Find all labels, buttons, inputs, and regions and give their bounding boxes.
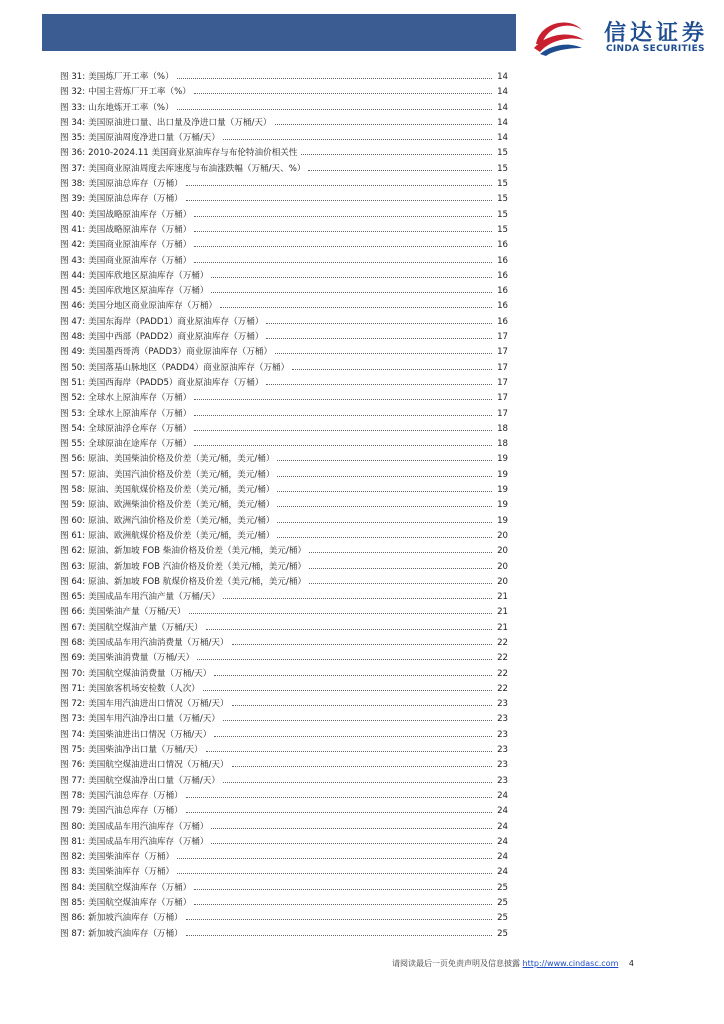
brand-name-cn: 信达证券 <box>604 21 709 46</box>
dot-leader <box>177 68 492 79</box>
dot-leader <box>194 83 492 94</box>
page-ref: 23 <box>497 714 508 725</box>
figure-label: 图 58: <box>60 485 86 496</box>
page-ref: 25 <box>497 928 508 939</box>
figure-label: 图 57: <box>60 469 86 480</box>
dot-leader <box>211 282 492 293</box>
cinda-logo-icon <box>530 14 586 58</box>
page-ref: 17 <box>497 408 508 419</box>
dot-leader <box>277 450 492 461</box>
dot-leader <box>186 802 492 813</box>
dot-leader <box>189 603 492 614</box>
dot-leader <box>309 558 492 569</box>
figure-title: 美国汽油总库存（万桶） <box>88 806 183 817</box>
figure-title: 美国成品车用汽油产量（万桶/天） <box>88 592 220 603</box>
toc-entry[interactable] <box>60 649 508 664</box>
dot-leader <box>194 236 492 247</box>
toc-entry[interactable] <box>60 634 508 649</box>
dot-leader <box>277 496 492 507</box>
figure-title: 原油、新加坡 FOB 柴油价格及价差（美元/桶，美元/桶） <box>88 546 307 557</box>
toc-entry[interactable] <box>60 252 508 267</box>
toc-entry[interactable] <box>60 925 508 940</box>
toc-entry[interactable] <box>60 221 508 236</box>
page-ref: 22 <box>497 637 508 648</box>
toc-entry[interactable] <box>60 282 508 297</box>
figure-label: 图 41: <box>60 224 86 235</box>
dot-leader <box>266 328 492 339</box>
page-ref: 19 <box>497 469 508 480</box>
dot-leader <box>177 863 492 874</box>
toc-entry[interactable] <box>60 619 508 634</box>
figure-label: 图 44: <box>60 270 86 281</box>
figure-title: 美国航空煤油消费量（万桶/天） <box>88 668 212 679</box>
page-ref: 19 <box>497 515 508 526</box>
page-ref: 18 <box>497 423 508 434</box>
toc-entry[interactable] <box>60 695 508 710</box>
page-ref: 20 <box>497 561 508 572</box>
toc-entry[interactable] <box>60 267 508 282</box>
dot-leader <box>232 695 492 706</box>
page-ref: 21 <box>497 607 508 618</box>
figure-title: 美国战略原油库存（万桶） <box>88 224 192 235</box>
figure-label: 图 35: <box>60 133 86 144</box>
toc-entry[interactable] <box>60 481 508 496</box>
page-ref: 17 <box>497 393 508 404</box>
page-ref: 15 <box>497 163 508 174</box>
dot-leader <box>211 818 492 829</box>
figure-label: 图 66: <box>60 607 86 618</box>
dot-leader <box>266 374 492 385</box>
toc-entry[interactable] <box>60 726 508 741</box>
figure-label: 图 47: <box>60 316 86 327</box>
dot-leader <box>232 634 492 645</box>
figure-title: 美国航空煤油净出口量（万桶/天） <box>88 775 220 786</box>
toc-entry[interactable] <box>60 879 508 894</box>
toc-entry[interactable] <box>60 848 508 863</box>
toc-entry[interactable] <box>60 588 508 603</box>
figure-label: 图 74: <box>60 729 86 740</box>
figure-title: 美国落基山脉地区（PADD4）商业原油库存（万桶） <box>88 362 290 373</box>
page-ref: 24 <box>497 836 508 847</box>
dot-leader <box>194 405 492 416</box>
dot-leader <box>186 787 492 798</box>
dot-leader <box>223 129 492 140</box>
toc-entry[interactable] <box>60 114 508 129</box>
dot-leader <box>214 665 492 676</box>
dot-leader <box>309 573 492 584</box>
toc-entry[interactable] <box>60 909 508 924</box>
figure-label: 图 42: <box>60 240 86 251</box>
figure-label: 图 75: <box>60 745 86 756</box>
page-ref: 24 <box>497 806 508 817</box>
page-ref: 15 <box>497 179 508 190</box>
toc-entry[interactable] <box>60 190 508 205</box>
figure-label: 图 37: <box>60 163 86 174</box>
figure-title: 美国成品车用汽油消费量（万桶/天） <box>88 637 229 648</box>
page-ref: 17 <box>497 347 508 358</box>
dot-leader <box>266 313 492 324</box>
figure-title: 美国柴油库存（万桶） <box>88 852 175 863</box>
figure-title: 美国车用汽油进出口情况（万桶/天） <box>88 699 229 710</box>
page-ref: 17 <box>497 377 508 388</box>
page-ref: 20 <box>497 546 508 557</box>
toc-entry[interactable] <box>60 83 508 98</box>
page-ref: 25 <box>497 913 508 924</box>
toc-entry[interactable] <box>60 741 508 756</box>
dot-leader <box>186 909 492 920</box>
toc-entry[interactable] <box>60 573 508 588</box>
page-ref: 17 <box>497 332 508 343</box>
figure-title: 全球原油在途库存（万桶） <box>88 439 192 450</box>
figure-label: 图 76: <box>60 760 86 771</box>
figure-label: 图 33: <box>60 102 86 113</box>
figure-title: 原油、美国柴油价格及价差（美元/桶，美元/桶） <box>88 454 275 465</box>
figure-label: 图 81: <box>60 836 86 847</box>
figure-label: 图 45: <box>60 286 86 297</box>
figure-title: 原油、美国航煤价格及价差（美元/桶，美元/桶） <box>88 485 275 496</box>
figure-title: 全球水上原油库存（万桶） <box>88 393 192 404</box>
figure-title: 美国原油周度净进口量（万桶/天） <box>88 133 220 144</box>
toc-entry[interactable] <box>60 603 508 618</box>
disclaimer-text: 请阅读最后一页免责声明及信息披露 <box>392 959 520 968</box>
toc-entry[interactable] <box>60 420 508 435</box>
toc-entry[interactable] <box>60 144 508 159</box>
figure-label: 图 34: <box>60 117 86 128</box>
brand-name-en: CINDA SECURITIES <box>606 44 705 54</box>
toc-entry[interactable] <box>60 863 508 878</box>
figure-label: 图 36: <box>60 148 86 159</box>
figure-label: 图 48: <box>60 332 86 343</box>
figure-label: 图 40: <box>60 209 86 220</box>
dot-leader <box>211 833 492 844</box>
figure-title: 山东地炼开工率（%） <box>88 102 174 113</box>
page-ref: 20 <box>497 530 508 541</box>
figure-label: 图 43: <box>60 255 86 266</box>
page-ref: 23 <box>497 729 508 740</box>
figure-label: 图 65: <box>60 592 86 603</box>
figure-label: 图 38: <box>60 179 86 190</box>
dot-leader <box>186 190 492 201</box>
dot-leader <box>301 144 493 155</box>
figure-title: 美国商业原油周度去库速度与布油涨跌幅（万桶/天、%） <box>88 163 306 174</box>
page-number: 4 <box>628 959 634 968</box>
figure-label: 图 82: <box>60 852 86 863</box>
dot-leader <box>277 512 492 523</box>
page-ref: 15 <box>497 209 508 220</box>
toc-entry[interactable] <box>60 466 508 481</box>
figure-label: 图 32: <box>60 87 86 98</box>
toc-entry[interactable] <box>60 787 508 802</box>
figure-title: 美国分地区商业原油库存（万桶） <box>88 301 218 312</box>
page-ref: 23 <box>497 775 508 786</box>
toc-entry[interactable] <box>60 542 508 557</box>
figure-label: 图 83: <box>60 867 86 878</box>
toc-entry[interactable] <box>60 99 508 114</box>
dot-leader <box>194 420 492 431</box>
figure-title: 新加坡汽油库存（万桶） <box>88 928 183 939</box>
figure-label: 图 72: <box>60 699 86 710</box>
figure-label: 图 53: <box>60 408 86 419</box>
figure-label: 图 51: <box>60 377 86 388</box>
figure-title: 美国旅客机场安检数（人次） <box>88 683 200 694</box>
toc-entry[interactable] <box>60 160 508 175</box>
figure-label: 图 60: <box>60 515 86 526</box>
toc-entry[interactable] <box>60 833 508 848</box>
figure-label: 图 59: <box>60 500 86 511</box>
figure-title: 美国墨西哥湾（PADD3）商业原油库存（万桶） <box>88 347 273 358</box>
figure-title: 全球水上原油库存（万桶） <box>88 408 192 419</box>
figure-title: 美国东海岸（PADD1）商业原油库存（万桶） <box>88 316 264 327</box>
dot-leader <box>220 297 492 308</box>
page-ref: 14 <box>497 133 508 144</box>
figure-title: 美国库欣地区原油库存（万桶） <box>88 270 209 281</box>
figure-label: 图 85: <box>60 898 86 909</box>
figure-label: 图 49: <box>60 347 86 358</box>
dot-leader <box>186 175 492 186</box>
figure-title: 美国航空煤油库存（万桶） <box>88 898 192 909</box>
dot-leader <box>194 252 492 263</box>
header-bar <box>42 14 516 51</box>
figure-label: 图 70: <box>60 668 86 679</box>
dot-leader <box>194 894 492 905</box>
page-ref: 22 <box>497 668 508 679</box>
toc-entry[interactable] <box>60 680 508 695</box>
dot-leader <box>277 466 492 477</box>
dot-leader <box>277 527 492 538</box>
page-ref: 23 <box>497 699 508 710</box>
figure-label: 图 31: <box>60 72 86 82</box>
figure-title: 原油、新加坡 FOB 汽油价格及价差（美元/桶，美元/桶） <box>88 561 307 572</box>
dot-leader <box>275 114 492 125</box>
dot-leader <box>292 359 492 370</box>
toc-entry[interactable] <box>60 389 508 404</box>
toc-entry[interactable] <box>60 802 508 817</box>
figure-title: 美国商业原油库存（万桶） <box>88 240 192 251</box>
figure-label: 图 39: <box>60 194 86 205</box>
toc-entry[interactable] <box>60 374 508 389</box>
dot-leader <box>223 710 492 721</box>
figure-label: 图 80: <box>60 821 86 832</box>
toc-entry[interactable] <box>60 313 508 328</box>
page-ref: 25 <box>497 898 508 909</box>
page-ref: 14 <box>497 117 508 128</box>
figure-title: 美国航空煤油库存（万桶） <box>88 882 192 893</box>
page-ref: 14 <box>497 87 508 98</box>
figure-title: 全球原油浮仓库存（万桶） <box>88 423 192 434</box>
dot-leader <box>197 649 492 660</box>
brand-logo <box>526 12 716 62</box>
page-ref: 16 <box>497 301 508 312</box>
figure-title: 美国柴油消费量（万桶/天） <box>88 653 195 664</box>
toc-entry[interactable] <box>60 558 508 573</box>
toc-entry[interactable] <box>60 512 508 527</box>
dot-leader <box>194 879 492 890</box>
figure-index-list <box>60 68 508 940</box>
figure-title: 美国战略原油库存（万桶） <box>88 209 192 220</box>
figure-label: 图 69: <box>60 653 86 664</box>
figure-label: 图 61: <box>60 530 86 541</box>
page-footer <box>392 958 634 969</box>
figure-title: 原油、新加坡 FOB 航煤价格及价差（美元/桶，美元/桶） <box>88 576 307 587</box>
figure-label: 图 68: <box>60 637 86 648</box>
figure-label: 图 71: <box>60 683 86 694</box>
dot-leader <box>194 435 492 446</box>
dot-leader <box>211 267 492 278</box>
page-ref: 22 <box>497 653 508 664</box>
figure-title: 新加坡汽油库存（万桶） <box>88 913 183 924</box>
figure-label: 图 86: <box>60 913 86 924</box>
dot-leader <box>194 221 492 232</box>
figure-title: 美国成品车用汽油库存（万桶） <box>88 836 209 847</box>
figure-title: 美国航空煤油进出口情况（万桶/天） <box>88 760 229 771</box>
page-ref: 14 <box>497 102 508 113</box>
figure-title: 美国商业原油库存（万桶） <box>88 255 192 266</box>
page-ref: 21 <box>497 622 508 633</box>
page-ref: 24 <box>497 821 508 832</box>
page-ref: 15 <box>497 194 508 205</box>
figure-label: 图 79: <box>60 806 86 817</box>
toc-entry[interactable] <box>60 405 508 420</box>
page-ref: 17 <box>497 362 508 373</box>
page-ref: 19 <box>497 454 508 465</box>
page-ref: 18 <box>497 439 508 450</box>
dot-leader <box>277 481 492 492</box>
figure-label: 图 62: <box>60 546 86 557</box>
figure-label: 图 54: <box>60 423 86 434</box>
page-ref: 24 <box>497 867 508 878</box>
figure-label: 图 64: <box>60 576 86 587</box>
figure-title: 原油、欧洲航煤价格及价差（美元/桶，美元/桶） <box>88 530 275 541</box>
figure-label: 图 77: <box>60 775 86 786</box>
dot-leader <box>223 772 492 783</box>
toc-entry[interactable] <box>60 206 508 221</box>
toc-entry[interactable] <box>60 710 508 725</box>
page-ref: 16 <box>497 240 508 251</box>
page-ref: 15 <box>497 148 508 159</box>
figure-title: 原油、美国汽油价格及价差（美元/桶，美元/桶） <box>88 469 275 480</box>
figure-title: 美国柴油库存（万桶） <box>88 867 175 878</box>
toc-entry[interactable] <box>60 175 508 190</box>
figure-title: 美国航空煤油产量（万桶/天） <box>88 622 203 633</box>
dot-leader <box>194 206 492 217</box>
figure-title: 美国库欣地区原油库存（万桶） <box>88 286 209 297</box>
dot-leader <box>177 99 492 110</box>
page-ref: 25 <box>497 882 508 893</box>
dot-leader <box>203 680 492 691</box>
page-ref: 21 <box>497 592 508 603</box>
toc-entry[interactable] <box>60 435 508 450</box>
figure-title: 美国柴油进出口情况（万桶/天） <box>88 729 212 740</box>
dot-leader <box>214 726 492 737</box>
figure-title: 原油、欧洲柴油价格及价差（美元/桶，美元/桶） <box>88 500 275 511</box>
website-link[interactable]: http://www.cindasc.com <box>522 959 619 968</box>
page-ref: 16 <box>497 270 508 281</box>
page-ref: 14 <box>497 72 508 82</box>
figure-title: 2010-2024.11 美国商业原油库存与布伦特油价相关性 <box>88 148 298 159</box>
figure-label: 图 84: <box>60 882 86 893</box>
toc-entry[interactable] <box>60 450 508 465</box>
toc-entry[interactable] <box>60 359 508 374</box>
page-ref: 16 <box>497 286 508 297</box>
toc-entry[interactable] <box>60 818 508 833</box>
figure-title: 美国西海岸（PADD5）商业原油库存（万桶） <box>88 377 264 388</box>
figure-title: 美国炼厂开工率（%） <box>88 72 174 82</box>
dot-leader <box>275 343 492 354</box>
dot-leader <box>194 389 492 400</box>
figure-label: 图 67: <box>60 622 86 633</box>
figure-label: 图 55: <box>60 439 86 450</box>
figure-title: 原油、欧洲汽油价格及价差（美元/桶，美元/桶） <box>88 515 275 526</box>
figure-title: 美国成品车用汽油库存（万桶） <box>88 821 209 832</box>
dot-leader <box>308 160 492 171</box>
toc-entry[interactable] <box>60 343 508 358</box>
page-ref: 19 <box>497 485 508 496</box>
page-ref: 19 <box>497 500 508 511</box>
figure-label: 图 50: <box>60 362 86 373</box>
page-ref: 23 <box>497 760 508 771</box>
dot-leader <box>206 741 492 752</box>
toc-entry[interactable] <box>60 328 508 343</box>
figure-label: 图 56: <box>60 454 86 465</box>
toc-entry[interactable] <box>60 496 508 511</box>
figure-title: 美国柴油净出口量（万桶/天） <box>88 745 203 756</box>
page-ref: 16 <box>497 255 508 266</box>
dot-leader <box>177 848 492 859</box>
toc-entry[interactable] <box>60 756 508 771</box>
figure-label: 图 78: <box>60 790 86 801</box>
page-ref: 24 <box>497 790 508 801</box>
figure-title: 中国主营炼厂开工率（%） <box>88 87 191 98</box>
toc-entry[interactable] <box>60 68 508 83</box>
dot-leader <box>186 925 492 936</box>
toc-entry[interactable] <box>60 297 508 312</box>
page-ref: 16 <box>497 316 508 327</box>
figure-label: 图 46: <box>60 301 86 312</box>
figure-title: 美国中西部（PADD2）商业原油库存（万桶） <box>88 332 264 343</box>
figure-title: 美国原油总库存（万桶） <box>88 194 183 205</box>
page-ref: 22 <box>497 683 508 694</box>
figure-label: 图 73: <box>60 714 86 725</box>
dot-leader <box>206 619 492 630</box>
dot-leader <box>232 756 492 767</box>
figure-title: 美国汽油总库存（万桶） <box>88 790 183 801</box>
figure-title: 美国原油进口量、出口量及净进口量（万桶/天） <box>88 117 272 128</box>
figure-label: 图 87: <box>60 928 86 939</box>
toc-entry[interactable] <box>60 772 508 787</box>
page-ref: 15 <box>497 224 508 235</box>
figure-title: 美国车用汽油净出口量（万桶/天） <box>88 714 220 725</box>
toc-entry[interactable] <box>60 894 508 909</box>
toc-entry[interactable] <box>60 236 508 251</box>
figure-label: 图 63: <box>60 561 86 572</box>
toc-entry[interactable] <box>60 665 508 680</box>
page-ref: 23 <box>497 745 508 756</box>
figure-label: 图 52: <box>60 393 86 404</box>
dot-leader <box>309 542 492 553</box>
page-ref: 20 <box>497 576 508 587</box>
page-ref: 24 <box>497 852 508 863</box>
toc-entry[interactable] <box>60 527 508 542</box>
dot-leader <box>223 588 492 599</box>
figure-title: 美国柴油产量（万桶/天） <box>88 607 186 618</box>
figure-title: 美国原油总库存（万桶） <box>88 179 183 190</box>
toc-entry[interactable] <box>60 129 508 144</box>
